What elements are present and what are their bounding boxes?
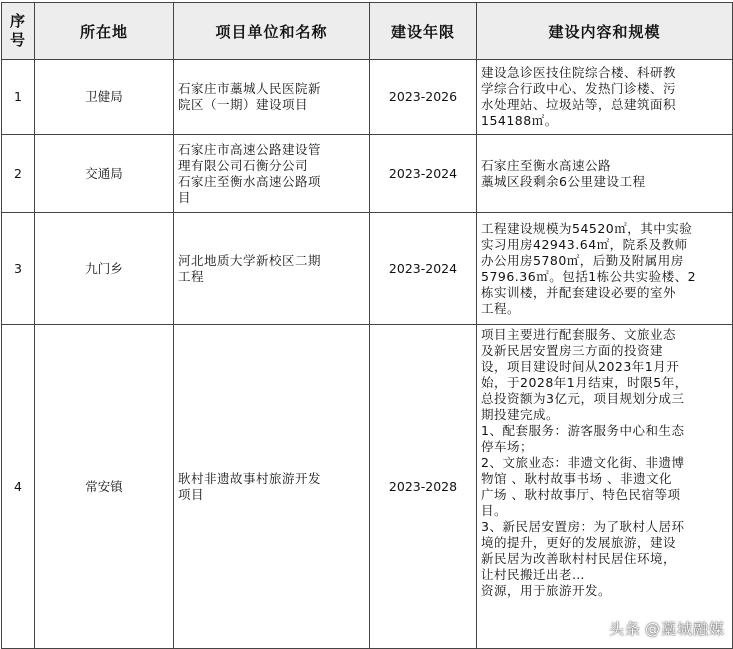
header-period: 建设年限 <box>370 3 477 60</box>
watermark-account: @藁城融媒 <box>644 620 725 638</box>
cell-period: 2023-2026 <box>370 60 477 135</box>
cell-content: 项目主要进行配套服务、文旅业态 及新民居安置房三方面的投资建 设，项目建设时间从2023年1月开 始，于2028年1月结束，时限5年， 总投资额为3亿元，项目规划分成三 期投建完成。 1、配套服务：游客服务中心和生态 停车场； 2、文旅业态：非遗文化街、非遗博 物馆 、耿村故事书场 、非遗文化 广场 、耿村故事厅、特色民宿等项 目。 3、新民居安置房：为了耿村人居环 境的提升，更好的发展旅游，建设 新民居为改善耿村村民居住环境， 让村民搬迁出老… 资源，用于旅游开发。 <box>477 325 733 649</box>
header-seq: 序 号 <box>2 3 35 60</box>
cell-location: 卫健局 <box>35 60 174 135</box>
cell-period: 2023-2024 <box>370 135 477 213</box>
cell-project: 耿村非遗故事村旅游开发 项目 <box>174 325 370 649</box>
header-content: 建设内容和规模 <box>477 3 733 60</box>
cell-period: 2023-2024 <box>370 213 477 325</box>
watermark-source: 头条 <box>608 620 641 638</box>
table-row <box>2 213 733 325</box>
header-location: 所在地 <box>35 3 174 60</box>
cell-content: 石家庄至衡水高速公路 藁城区段剩余6公里建设工程 <box>477 135 733 213</box>
cell-seq: 3 <box>2 213 35 325</box>
project-table <box>1 2 733 649</box>
table-row <box>2 135 733 213</box>
header-row <box>2 3 733 60</box>
header-project: 项目单位和名称 <box>174 3 370 60</box>
cell-project: 河北地质大学新校区二期 工程 <box>174 213 370 325</box>
cell-seq: 4 <box>2 325 35 649</box>
cell-project: 石家庄市藁城人民医院新 院区（一期）建设项目 <box>174 60 370 135</box>
watermark <box>609 618 725 639</box>
cell-content: 建设急诊医技住院综合楼、科研教 学综合行政中心、发热门诊楼、污 水处理站、垃圾站等，总建筑面积 154188㎡。 <box>477 60 733 135</box>
cell-location: 九门乡 <box>35 213 174 325</box>
cell-seq: 2 <box>2 135 35 213</box>
cell-location: 常安镇 <box>35 325 174 649</box>
table-row <box>2 60 733 135</box>
cell-seq: 1 <box>2 60 35 135</box>
cell-content: 工程建设规模为54520㎡，其中实验 实习用房42943.64㎡，院系及教师 办公用房5780㎡，后勤及附属用房 5796.36㎡。包括1栋公共实验楼、2 栋实训楼，并配套建设必要的室外 工程。 <box>477 213 733 325</box>
cell-period: 2023-2028 <box>370 325 477 649</box>
cell-location: 交通局 <box>35 135 174 213</box>
table-row <box>2 325 733 649</box>
cell-project: 石家庄市高速公路建设管 理有限公司石衡分公司 石家庄至衡水高速公路项 目 <box>174 135 370 213</box>
